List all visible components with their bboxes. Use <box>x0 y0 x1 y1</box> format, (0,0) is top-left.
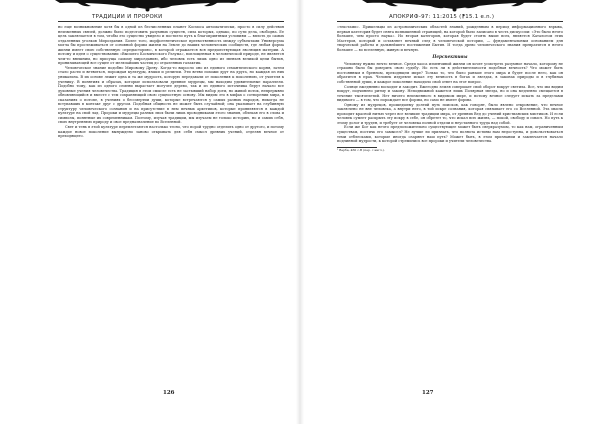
left-header-rule <box>58 21 284 22</box>
right-paragraph: Если же Бог как нечто предположительно существующее может быть сверхразумом, то как нам, ограниченным существам, постичь его замысел? Не лучше ли признать, что полнота истины нам недоступна, и довольствоваться теми отблесками, которые иногда озаряют наш путь? Может быть, в этом признании и заключается начало подлинной мудрости, к которой стремились все пророки и учители человечества. <box>337 125 563 144</box>
right-intro-paragraph: «текстами». Пришельцы из астрономических областей знаний, рожденным в период информационного взрыва, первая категория будет снята возвышенной страницей, на которой было записано в честь дискуссии: «Это было нечто большее, чем просто наука». Но вторая категория, которая будет стоять выше всех, является Каталогом этих Мастеров, который и оставляет вечный след в человеческой истории, — фундаментальным основанием для творческой работы и дальнейшего постижения Бытия. И тогда древо человеческого знания превратится в нечто большее — во вселенную, живую и вечную. <box>337 25 563 52</box>
left-page <box>0 0 293 424</box>
right-header-rule <box>337 21 563 22</box>
section-title: Перспективы <box>432 54 468 60</box>
right-running-head: АПОКРИФ-97: 11:2015 (⁋15.1 e.n.) <box>389 14 495 20</box>
right-paragraph: Солнце ежедневно восходит и заходит. Ежегодно земля совершает свой оборот вокруг светила. Все, что мы видим вокруг, подчинено ритму и закону. Неподвижной кажется лишь Полярная звезда, но и она медленно смещается в течение тысячелетий. Нет ничего неизменного в видимом мире, и потому вечное следует искать за пределами видимого — в том, что порождает все формы, но само не имеет формы. <box>337 84 563 103</box>
book-gutter <box>296 0 304 424</box>
footnote: ¹ Верба, 460 с.В (пер. с англ.). <box>337 147 385 152</box>
right-paragraph: Одному из мудрецов, прошедшему долгий путь поисков, как говорят, было явлено откровение, что вечное заключено не вне человека, а внутри него, в той искре сознания, которая связывает его со Вселенной. Эта мысль проходит красной нитью через все великие традиции мира, от древних Вед до учений христианских мистиков. И если человек сумеет раскрыть эту искру в себе, он обретет то, что искал всю жизнь, — покой, свободу и смысл. Но путь к этому долог и труден, и требует от человека полной отдачи и неустанного труда над собой. <box>337 102 563 125</box>
left-paragraph: но еще возникновение хотя бы в одной из бесчисленных планет Космоса автоматически, просто в силу действия неизменных связей, должно было подготовить разумных существ, сила которых, однако, по сути дела, свободна. Ее цель заключается в том, чтобы это существо увидело и постигло путь к благоприятным условиям — вплоть до самых отдаленных уголков Мироздания. Более того, морфогенетическое преемственность между субъектами Универсума могла бы прослеживаться от основной формы жизни на Земле до наших человеческих сообществ, где любая форма жизни имеет свою собственную «предысторию», в которой отражается вся предшествующая эволюция материи. А потому и идея о существовании «Высшего Космического Разума», воплощенная в человеческой природе, не является чем-то внешним, но присуща самому мирозданию, ибо человек есть лишь одно из звеньев великой цепи бытия, пронизывающей все сущее от мельчайших частиц до отдаленных галактик. <box>58 25 284 66</box>
right-page <box>307 0 600 424</box>
left-paragraph: Свет и тень в этой культуре переплетаются настолько тесно, что порой трудно отделить одно от другого, и потому каждое новое поколение вынуждено заново открывать для себя смысл древних учений, отделяя вечное от преходящего. <box>58 125 284 139</box>
left-running-head: ТРАДИЦИИ И ПРОРОКИ <box>92 14 163 20</box>
right-page-number: 127 <box>422 390 434 396</box>
right-paragraph: Человеку нужно нечто вечное. Среди хаоса изменчивой жизни он хочет усмотреть разумное начало, которому не страшно было бы доверить свою судьбу. Но есть ли в действительности подобная вечность? Что может быть постоянным в бренном, преходящем мире? Только то, что было раньше этого мира и будет после него, как он обратится в прах. Человек издревле искал эту вечность в богах и звездах, в законах природы и в глубинах собственной души, и каждое поколение находило свой ответ на этот вопрос. <box>337 61 563 85</box>
left-text-column <box>58 25 284 139</box>
left-page-number: 126 <box>163 390 175 396</box>
right-text-column <box>337 25 563 152</box>
left-paragraph: Человеческое знание подобно Мировому Древу. Когда-то выросло оно из единого семантического корня, затем стало расти и ветвиться, порождая культуры, языки и религии. Эти ветви похожи друг на друга, но каждая из них уникальна. В их основе лежит одна и та же мудрость, которую передавали от поколения к поколению, от учителя к ученику. В понятиях и образах, которые использовали древние мудрецы, мы находим удивительные параллели. Подобно тому, как из одного семени вырастает могучее дерево, так и из единого источника берут начало все духовные учения человечества. Традиция в этом смысле есть не застывший набор догм, но живой поток, непрерывно обновляющийся и вместе с тем сохраняющий свою сущностную основу. Мы видим это в мифах о сотворении мира, в сказаниях о потопе, в учениях о бессмертии души, которые встречаются у самых разных народов, никогда не вступавших в контакт друг с другом. Подобная общность не может быть случайной; она указывает на глубинную структуру человеческого сознания и на присутствие в нем вечных архетипов, которые проявляются в каждой культуре на свой лад. Пророки и мудрецы разных эпох были лишь проводниками этого знания, облекая его в слова и символы, понятные их современникам. Поэтому, изучая традиции, мы изучаем не только историю, но и самих себя, свою внутреннюю природу и свое предназначение во Вселенной. <box>58 65 284 125</box>
